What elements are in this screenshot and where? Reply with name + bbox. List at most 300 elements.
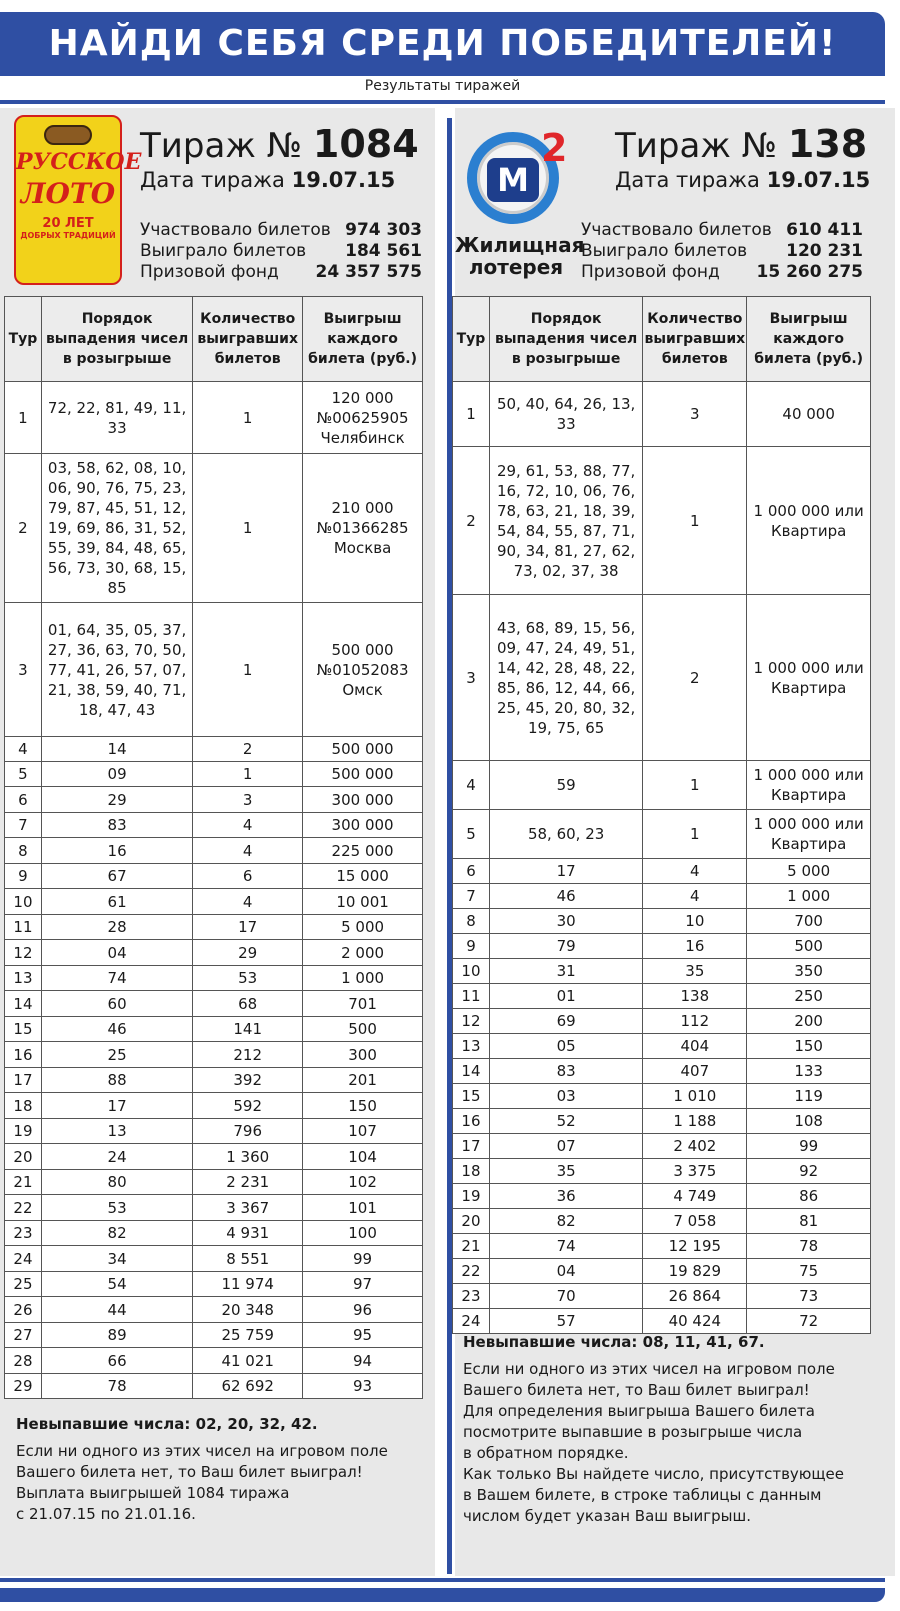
table-row: [5, 762, 423, 787]
table-row: [5, 1297, 423, 1323]
table-row: [453, 1209, 871, 1234]
cell-tour: 2: [453, 447, 490, 595]
cell-winners: 1: [193, 762, 303, 787]
cell-winners: 392: [193, 1068, 303, 1093]
cell-numbers: 83: [41, 813, 192, 838]
cell-winners: 29: [193, 940, 303, 966]
cell-prize: 210 000 №01366285 Москва: [303, 454, 423, 603]
cell-prize: 15 000: [303, 864, 423, 889]
cell-numbers: 14: [41, 737, 192, 762]
cell-numbers: 04: [489, 1259, 642, 1284]
cell-prize: 107: [303, 1119, 423, 1144]
bottom-divider: [0, 1578, 885, 1582]
header-numbers: Порядок выпадения чисел в розыгрыше: [489, 297, 642, 382]
cell-tour: 6: [5, 787, 42, 813]
cell-tour: 25: [5, 1272, 42, 1297]
cell-tour: 1: [5, 382, 42, 454]
table-row: [453, 810, 871, 859]
table-row: [5, 1170, 423, 1195]
cell-winners: 1: [193, 603, 303, 737]
cell-numbers: 80: [41, 1170, 192, 1195]
cell-numbers: 36: [489, 1184, 642, 1209]
cell-numbers: 25: [41, 1042, 192, 1068]
cell-tour: 11: [5, 915, 42, 940]
cell-numbers: 78: [41, 1374, 192, 1399]
header-prize: Выигрыш каждого билета (руб.): [303, 297, 423, 382]
cell-numbers: 29: [41, 787, 192, 813]
table-row: [5, 1246, 423, 1272]
cell-tour: 19: [5, 1119, 42, 1144]
note-line: посмотрите выпавшие в розыгрыше числа: [463, 1423, 803, 1441]
cell-prize: 99: [747, 1134, 871, 1159]
cell-prize: 96: [303, 1297, 423, 1323]
cell-prize: 700: [747, 909, 871, 934]
cell-prize: 101: [303, 1195, 423, 1221]
cell-prize: 500 000: [303, 737, 423, 762]
table-row: [453, 382, 871, 447]
table-row: [5, 382, 423, 454]
cell-tour: 3: [453, 595, 490, 761]
cell-tour: 22: [453, 1259, 490, 1284]
table-row: [5, 1272, 423, 1297]
table-row: [5, 864, 423, 889]
cell-winners: 2: [643, 595, 747, 761]
table-row: [453, 595, 871, 761]
missing-numbers: Невыпавшие числа: 08, 11, 41, 67.: [463, 1333, 765, 1351]
table-row: [5, 1323, 423, 1348]
draw-title: Тираж № 1084: [140, 122, 419, 166]
table-row: [453, 1184, 871, 1209]
cell-tour: 15: [5, 1017, 42, 1042]
cell-winners: 2: [193, 737, 303, 762]
cell-numbers: 01, 64, 35, 05, 37, 27, 36, 63, 70, 50, 77, 41, 26, 57, 07, 21, 38, 59, 40, 71, 18, 47, 43: [41, 603, 192, 737]
cell-numbers: 46: [489, 884, 642, 909]
cell-prize: 94: [303, 1348, 423, 1374]
table-row: [5, 889, 423, 915]
note-line: числом будет указан Ваш выигрыш.: [463, 1507, 751, 1525]
cell-numbers: 01: [489, 984, 642, 1009]
table-row: [5, 838, 423, 864]
cell-prize: 93: [303, 1374, 423, 1399]
cell-tour: 16: [453, 1109, 490, 1134]
table-row: [5, 940, 423, 966]
cell-winners: 41 021: [193, 1348, 303, 1374]
cell-tour: 14: [453, 1059, 490, 1084]
table-row: [5, 787, 423, 813]
logo-years: 20 ЛЕТ: [42, 216, 94, 231]
draw-stats: Участвовало билетов 610 411 Выиграло билетов 120 231 Призовой фонд 15 260 275: [581, 220, 863, 282]
cell-tour: 18: [453, 1159, 490, 1184]
cell-prize: 119: [747, 1084, 871, 1109]
table-row: [453, 959, 871, 984]
cell-prize: 72: [747, 1309, 871, 1334]
bottom-bar: [0, 1588, 885, 1602]
note-line: Вашего билета нет, то Ваш билет выиграл!: [16, 1463, 363, 1481]
cell-prize: 5 000: [303, 915, 423, 940]
cell-winners: 1: [193, 454, 303, 603]
cell-numbers: 07: [489, 1134, 642, 1159]
cell-tour: 17: [453, 1134, 490, 1159]
cell-numbers: 04: [41, 940, 192, 966]
cell-numbers: 29, 61, 53, 88, 77, 16, 72, 10, 06, 76, 78, 63, 21, 18, 39, 54, 84, 55, 87, 71, 90, 34, 81, 27, 62, 73, 02, 37, 38: [489, 447, 642, 595]
table-row: [453, 761, 871, 810]
cell-winners: 2 231: [193, 1170, 303, 1195]
m2-logo: [463, 126, 568, 228]
cell-prize: 133: [747, 1059, 871, 1084]
cell-winners: 1: [643, 810, 747, 859]
note-line: в обратном порядке.: [463, 1444, 629, 1462]
cell-tour: 6: [453, 859, 490, 884]
logo-line2: ЛОТО: [20, 177, 116, 210]
cell-winners: 2 402: [643, 1134, 747, 1159]
cell-winners: 212: [193, 1042, 303, 1068]
table-row: [5, 603, 423, 737]
cell-numbers: 60: [41, 991, 192, 1017]
table-row: [5, 1042, 423, 1068]
cell-numbers: 09: [41, 762, 192, 787]
table-row: [453, 1034, 871, 1059]
cell-numbers: 72, 22, 81, 49, 11, 33: [41, 382, 192, 454]
results-table-right: [452, 296, 871, 1334]
notes-left: [16, 1414, 426, 1525]
note-line: Выплата выигрышей 1084 тиража: [16, 1484, 290, 1502]
cell-prize: 2 000: [303, 940, 423, 966]
cell-tour: 29: [5, 1374, 42, 1399]
cell-prize: 225 000: [303, 838, 423, 864]
draw-stats: Участвовало билетов 974 303 Выиграло билетов 184 561 Призовой фонд 24 357 575: [140, 220, 422, 282]
header-prize: Выигрыш каждого билета (руб.): [747, 297, 871, 382]
cell-tour: 10: [5, 889, 42, 915]
cell-winners: 17: [193, 915, 303, 940]
cell-winners: 407: [643, 1059, 747, 1084]
cell-numbers: 17: [41, 1093, 192, 1119]
header-numbers: Порядок выпадения чисел в розыгрыше: [41, 297, 192, 382]
cell-numbers: 52: [489, 1109, 642, 1134]
cell-prize: 104: [303, 1144, 423, 1170]
barrel-icon: [44, 125, 92, 145]
table-row: [5, 1221, 423, 1246]
russkoe-loto-logo: [14, 115, 142, 285]
cell-winners: 592: [193, 1093, 303, 1119]
cell-numbers: 58, 60, 23: [489, 810, 642, 859]
cell-tour: 17: [5, 1068, 42, 1093]
cell-winners: 12 195: [643, 1234, 747, 1259]
cell-numbers: 67: [41, 864, 192, 889]
table-row: [453, 1159, 871, 1184]
header-tour: Тур: [5, 297, 42, 382]
cell-winners: 4: [193, 889, 303, 915]
cell-prize: 100: [303, 1221, 423, 1246]
cell-numbers: 82: [41, 1221, 192, 1246]
cell-winners: 25 759: [193, 1323, 303, 1348]
cell-numbers: 50, 40, 64, 26, 13, 33: [489, 382, 642, 447]
cell-numbers: 46: [41, 1017, 192, 1042]
cell-tour: 20: [5, 1144, 42, 1170]
cell-numbers: 54: [41, 1272, 192, 1297]
cell-winners: 141: [193, 1017, 303, 1042]
table-row: [453, 1259, 871, 1284]
cell-prize: 73: [747, 1284, 871, 1309]
note-line: в Вашем билете, в строке таблицы с данным: [463, 1486, 822, 1504]
cell-winners: 35: [643, 959, 747, 984]
cell-prize: 500 000 №01052083 Омск: [303, 603, 423, 737]
note-line: Как только Вы найдете число, присутствующее: [463, 1465, 845, 1483]
cell-prize: 300: [303, 1042, 423, 1068]
cell-tour: 23: [453, 1284, 490, 1309]
header-tour: Тур: [453, 297, 490, 382]
cell-numbers: 16: [41, 838, 192, 864]
logo-letter: М: [487, 158, 539, 202]
cell-prize: 102: [303, 1170, 423, 1195]
cell-winners: 4 931: [193, 1221, 303, 1246]
cell-tour: 3: [5, 603, 42, 737]
cell-winners: 10: [643, 909, 747, 934]
cell-winners: 4: [193, 813, 303, 838]
cell-prize: 40 000: [747, 382, 871, 447]
logo-line1: РУССКОЕ: [16, 149, 142, 175]
cell-winners: 1: [643, 761, 747, 810]
cell-numbers: 70: [489, 1284, 642, 1309]
cell-numbers: 43, 68, 89, 15, 56, 09, 47, 24, 49, 51, 14, 42, 28, 48, 22, 85, 86, 12, 44, 66, 25, 45, 20, 80, 32, 19, 75, 65: [489, 595, 642, 761]
cell-tour: 4: [453, 761, 490, 810]
table-row: [453, 909, 871, 934]
cell-tour: 5: [453, 810, 490, 859]
cell-prize: 500: [303, 1017, 423, 1042]
table-row: [5, 813, 423, 838]
cell-prize: 300 000: [303, 813, 423, 838]
cell-numbers: 89: [41, 1323, 192, 1348]
cell-tour: 9: [5, 864, 42, 889]
cell-numbers: 74: [41, 966, 192, 991]
cell-winners: 1: [643, 447, 747, 595]
table-row: [5, 1374, 423, 1399]
cell-winners: 1 188: [643, 1109, 747, 1134]
cell-prize: 75: [747, 1259, 871, 1284]
cell-prize: 10 001: [303, 889, 423, 915]
table-row: [453, 1284, 871, 1309]
results-table-left: [4, 296, 423, 1399]
cell-numbers: 03: [489, 1084, 642, 1109]
cell-winners: 6: [193, 864, 303, 889]
top-divider: [0, 100, 885, 104]
logo-tagline: ДОБРЫХ ТРАДИЦИЙ: [20, 231, 116, 240]
table-row: [5, 915, 423, 940]
page-banner: НАЙДИ СЕБЯ СРЕДИ ПОБЕДИТЕЛЕЙ!: [0, 12, 885, 76]
cell-tour: 21: [5, 1170, 42, 1195]
cell-numbers: 59: [489, 761, 642, 810]
cell-tour: 24: [453, 1309, 490, 1334]
cell-winners: 1 010: [643, 1084, 747, 1109]
cell-prize: 1 000 000 или Квартира: [747, 810, 871, 859]
note-line: Если ни одного из этих чисел на игровом поле: [463, 1360, 835, 1378]
cell-tour: 12: [5, 940, 42, 966]
table-row: [5, 1144, 423, 1170]
table-row: [5, 1017, 423, 1042]
cell-numbers: 69: [489, 1009, 642, 1034]
cell-prize: 150: [747, 1034, 871, 1059]
table-row: [453, 1059, 871, 1084]
cell-prize: 1 000: [747, 884, 871, 909]
header-winners: Количество выигравших билетов: [193, 297, 303, 382]
cell-prize: 500 000: [303, 762, 423, 787]
cell-tour: 2: [5, 454, 42, 603]
cell-tour: 26: [5, 1297, 42, 1323]
cell-numbers: 17: [489, 859, 642, 884]
note-line: Для определения выигрыша Вашего билета: [463, 1402, 815, 1420]
cell-tour: 4: [5, 737, 42, 762]
cell-winners: 68: [193, 991, 303, 1017]
cell-tour: 7: [453, 884, 490, 909]
cell-numbers: 31: [489, 959, 642, 984]
note-line: Вашего билета нет, то Ваш билет выиграл!: [463, 1381, 810, 1399]
table-row: [5, 1068, 423, 1093]
table-row: [453, 984, 871, 1009]
notes-right: [463, 1332, 883, 1527]
cell-prize: 201: [303, 1068, 423, 1093]
cell-winners: 3: [193, 787, 303, 813]
cell-prize: 99: [303, 1246, 423, 1272]
cell-winners: 53: [193, 966, 303, 991]
zhilishchnaya-panel: [455, 108, 895, 1576]
cell-winners: 40 424: [643, 1309, 747, 1334]
table-row: [5, 1195, 423, 1221]
cell-tour: 19: [453, 1184, 490, 1209]
cell-prize: 5 000: [747, 859, 871, 884]
cell-prize: 1 000 000 или Квартира: [747, 761, 871, 810]
cell-numbers: 83: [489, 1059, 642, 1084]
cell-winners: 3 367: [193, 1195, 303, 1221]
cell-tour: 16: [5, 1042, 42, 1068]
cell-numbers: 30: [489, 909, 642, 934]
cell-tour: 20: [453, 1209, 490, 1234]
cell-numbers: 13: [41, 1119, 192, 1144]
cell-winners: 8 551: [193, 1246, 303, 1272]
cell-winners: 4: [643, 859, 747, 884]
page-subtitle: Результаты тиражей: [364, 78, 521, 94]
cell-numbers: 34: [41, 1246, 192, 1272]
draw-date: Дата тиража 19.07.15: [615, 168, 871, 192]
table-row: [453, 934, 871, 959]
cell-tour: 22: [5, 1195, 42, 1221]
cell-numbers: 03, 58, 62, 08, 10, 06, 90, 76, 75, 23, 79, 87, 45, 51, 12, 19, 69, 86, 31, 52, 55, 39, 84, 48, 65, 56, 73, 30, 68, 15, 85: [41, 454, 192, 603]
draw-title: Тираж № 138: [615, 122, 868, 166]
cell-winners: 404: [643, 1034, 747, 1059]
cell-prize: 300 000: [303, 787, 423, 813]
draw-date: Дата тиража 19.07.15: [140, 168, 396, 192]
cell-tour: 5: [5, 762, 42, 787]
cell-tour: 13: [5, 966, 42, 991]
cell-winners: 4: [193, 838, 303, 864]
cell-winners: 11 974: [193, 1272, 303, 1297]
table-row: [453, 447, 871, 595]
cell-tour: 21: [453, 1234, 490, 1259]
cell-tour: 11: [453, 984, 490, 1009]
logo-superscript: 2: [541, 126, 568, 170]
cell-winners: 20 348: [193, 1297, 303, 1323]
cell-tour: 24: [5, 1246, 42, 1272]
cell-prize: 78: [747, 1234, 871, 1259]
cell-winners: 16: [643, 934, 747, 959]
table-row: [453, 1084, 871, 1109]
table-row: [5, 737, 423, 762]
cell-numbers: 44: [41, 1297, 192, 1323]
cell-prize: 150: [303, 1093, 423, 1119]
cell-prize: 350: [747, 959, 871, 984]
cell-tour: 23: [5, 1221, 42, 1246]
cell-prize: 1 000 000 или Квартира: [747, 447, 871, 595]
cell-prize: 500: [747, 934, 871, 959]
cell-tour: 1: [453, 382, 490, 447]
cell-tour: 9: [453, 934, 490, 959]
cell-winners: 62 692: [193, 1374, 303, 1399]
cell-prize: 81: [747, 1209, 871, 1234]
header-winners: Количество выигравших билетов: [643, 297, 747, 382]
cell-tour: 15: [453, 1084, 490, 1109]
cell-winners: 1: [193, 382, 303, 454]
cell-numbers: 74: [489, 1234, 642, 1259]
note-line: Если ни одного из этих чисел на игровом поле: [16, 1442, 388, 1460]
cell-tour: 13: [453, 1034, 490, 1059]
cell-tour: 8: [453, 909, 490, 934]
cell-prize: 86: [747, 1184, 871, 1209]
cell-numbers: 88: [41, 1068, 192, 1093]
cell-prize: 1 000 000 или Квартира: [747, 595, 871, 761]
cell-winners: 19 829: [643, 1259, 747, 1284]
cell-winners: 4 749: [643, 1184, 747, 1209]
cell-numbers: 53: [41, 1195, 192, 1221]
table-row: [453, 1134, 871, 1159]
note-line: с 21.07.15 по 21.01.16.: [16, 1505, 196, 1523]
cell-winners: 26 864: [643, 1284, 747, 1309]
m2-caption: Жилищная лотерея: [455, 233, 585, 279]
cell-numbers: 05: [489, 1034, 642, 1059]
cell-prize: 120 000 №00625905 Челябинск: [303, 382, 423, 454]
cell-winners: 3: [643, 382, 747, 447]
table-row: [453, 1234, 871, 1259]
cell-tour: 10: [453, 959, 490, 984]
russkoe-loto-panel: [0, 108, 435, 1576]
table-row: [5, 1348, 423, 1374]
table-row: [5, 991, 423, 1017]
cell-numbers: 57: [489, 1309, 642, 1334]
cell-tour: 7: [5, 813, 42, 838]
cell-numbers: 79: [489, 934, 642, 959]
cell-prize: 200: [747, 1009, 871, 1034]
cell-tour: 18: [5, 1093, 42, 1119]
cell-tour: 12: [453, 1009, 490, 1034]
cell-numbers: 28: [41, 915, 192, 940]
table-row: [453, 1309, 871, 1334]
cell-numbers: 35: [489, 1159, 642, 1184]
table-row: [5, 1119, 423, 1144]
cell-winners: 1 360: [193, 1144, 303, 1170]
cell-prize: 92: [747, 1159, 871, 1184]
cell-winners: 112: [643, 1009, 747, 1034]
cell-prize: 95: [303, 1323, 423, 1348]
cell-tour: 28: [5, 1348, 42, 1374]
table-row: [453, 884, 871, 909]
cell-numbers: 82: [489, 1209, 642, 1234]
table-row: [453, 859, 871, 884]
cell-prize: 108: [747, 1109, 871, 1134]
cell-numbers: 61: [41, 889, 192, 915]
missing-numbers: Невыпавшие числа: 02, 20, 32, 42.: [16, 1415, 318, 1433]
cell-numbers: 66: [41, 1348, 192, 1374]
cell-tour: 8: [5, 838, 42, 864]
cell-tour: 14: [5, 991, 42, 1017]
table-row: [453, 1109, 871, 1134]
cell-winners: 3 375: [643, 1159, 747, 1184]
